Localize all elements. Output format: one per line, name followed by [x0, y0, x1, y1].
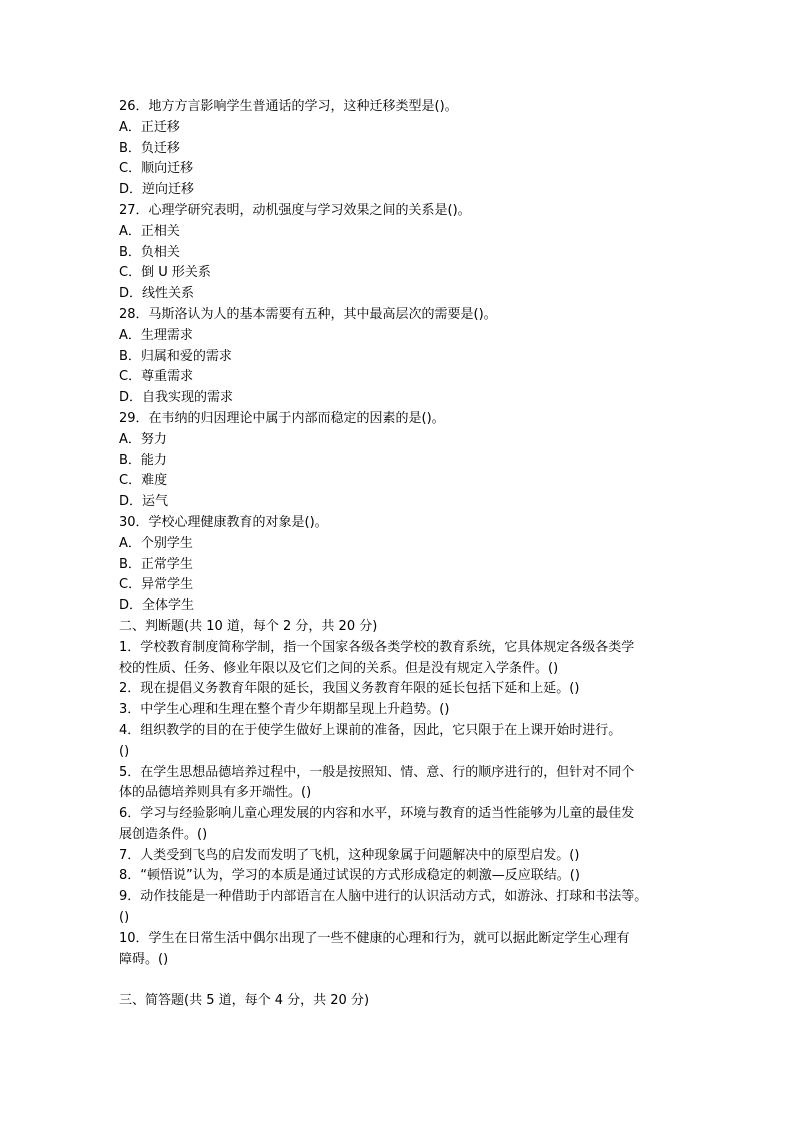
judgment-item-line: 障碍。()	[119, 951, 169, 967]
option-a: A．努力	[119, 431, 167, 447]
option-d: D．线性关系	[119, 286, 195, 302]
option-b: B．能力	[119, 452, 167, 468]
option-b: B．归属和爱的需求	[119, 348, 232, 364]
question-stem: 30．学校心理健康教育的对象是()。	[119, 514, 328, 530]
section-title-short-answer: 三、简答题(共 5 道，每个 4 分，共 20 分)	[119, 993, 370, 1009]
judgment-item-line: 2．现在提倡义务教育年限的延长，我国义务教育年限的延长包括下延和上延。()	[119, 681, 580, 697]
section-title-judgment: 二、判断题(共 10 道，每个 2 分，共 20 分)	[119, 618, 378, 634]
option-a: A．正迁移	[119, 119, 180, 135]
judgment-item-line: 10．学生在日常生活中偶尔出现了一些不健康的心理和行为，就可以据此断定学生心理有	[119, 930, 630, 946]
judgment-item-line: 校的性质、任务、修业年限以及它们之间的关系。但是没有规定入学条件。()	[119, 660, 559, 676]
option-c: C．异常学生	[119, 577, 194, 593]
judgment-item-line: 3．中学生心理和生理在整个青少年期都呈现上升趋势。()	[119, 702, 450, 718]
judgment-item-line: 4．组织教学的目的在于使学生做好上课前的准备，因此，它只限于在上课开始时进行。	[119, 722, 622, 738]
option-a: A．生理需求	[119, 327, 193, 343]
option-d: D．全体学生	[119, 598, 195, 614]
option-b: B．负迁移	[119, 140, 180, 156]
judgment-item-line: ()	[119, 910, 130, 926]
option-d: D．运气	[119, 494, 169, 510]
option-d: D．自我实现的需求	[119, 390, 234, 406]
judgment-item-line: ()	[119, 743, 130, 759]
judgment-item-line: 5．在学生思想品德培养过程中，一般是按照知、情、意、行的顺序进行的，但针对不同个	[119, 764, 635, 780]
option-b: B．负相关	[119, 244, 180, 260]
option-c: C．尊重需求	[119, 369, 194, 385]
option-c: C．难度	[119, 473, 168, 489]
option-a: A．正相关	[119, 223, 180, 239]
judgment-item-line: 7．人类受到飞鸟的启发而发明了飞机，这种现象属于问题解决中的原型启发。()	[119, 847, 580, 863]
option-c: C．顺向迁移	[119, 161, 194, 177]
question-stem: 26．地方方言影响学生普通话的学习，这种迁移类型是()。	[119, 99, 458, 114]
judgment-item-line: 8．“顿悟说”认为，学习的本质是通过试误的方式形成稳定的刺激—反应联结。()	[119, 868, 580, 884]
judgment-item-line: 1．学校教育制度简称学制，指一个国家各级各类学校的教育系统，它具体规定各级各类学	[119, 639, 635, 655]
document-page	[119, 97, 689, 1012]
option-b: B．正常学生	[119, 556, 193, 572]
question-stem: 28．马斯洛认为人的基本需要有五种，其中最高层次的需要是()。	[119, 306, 497, 322]
question-stem: 27．心理学研究表明，动机强度与学习效果之间的关系是()。	[119, 202, 471, 218]
option-a: A．个别学生	[119, 535, 193, 551]
option-d: D．逆向迁移	[119, 182, 195, 198]
judgment-item-line: 体的品德培养则具有多开端性。()	[119, 785, 312, 801]
judgment-item-line: 6．学习与经验影响儿童心理发展的内容和水平，环境与教育的适当性能够为儿童的最佳发	[119, 806, 635, 822]
option-c: C．倒 U 形关系	[119, 265, 211, 281]
question-stem: 29．在韦纳的归因理论中属于内部而稳定的因素的是()。	[119, 410, 445, 426]
judgment-item-line: 9．动作技能是一种借助于内部语言在人脑中进行的认识活动方式，如游泳、打球和书法等。	[119, 889, 648, 905]
section-spacer	[119, 970, 689, 991]
judgment-item-line: 展创造条件。()	[119, 826, 208, 842]
